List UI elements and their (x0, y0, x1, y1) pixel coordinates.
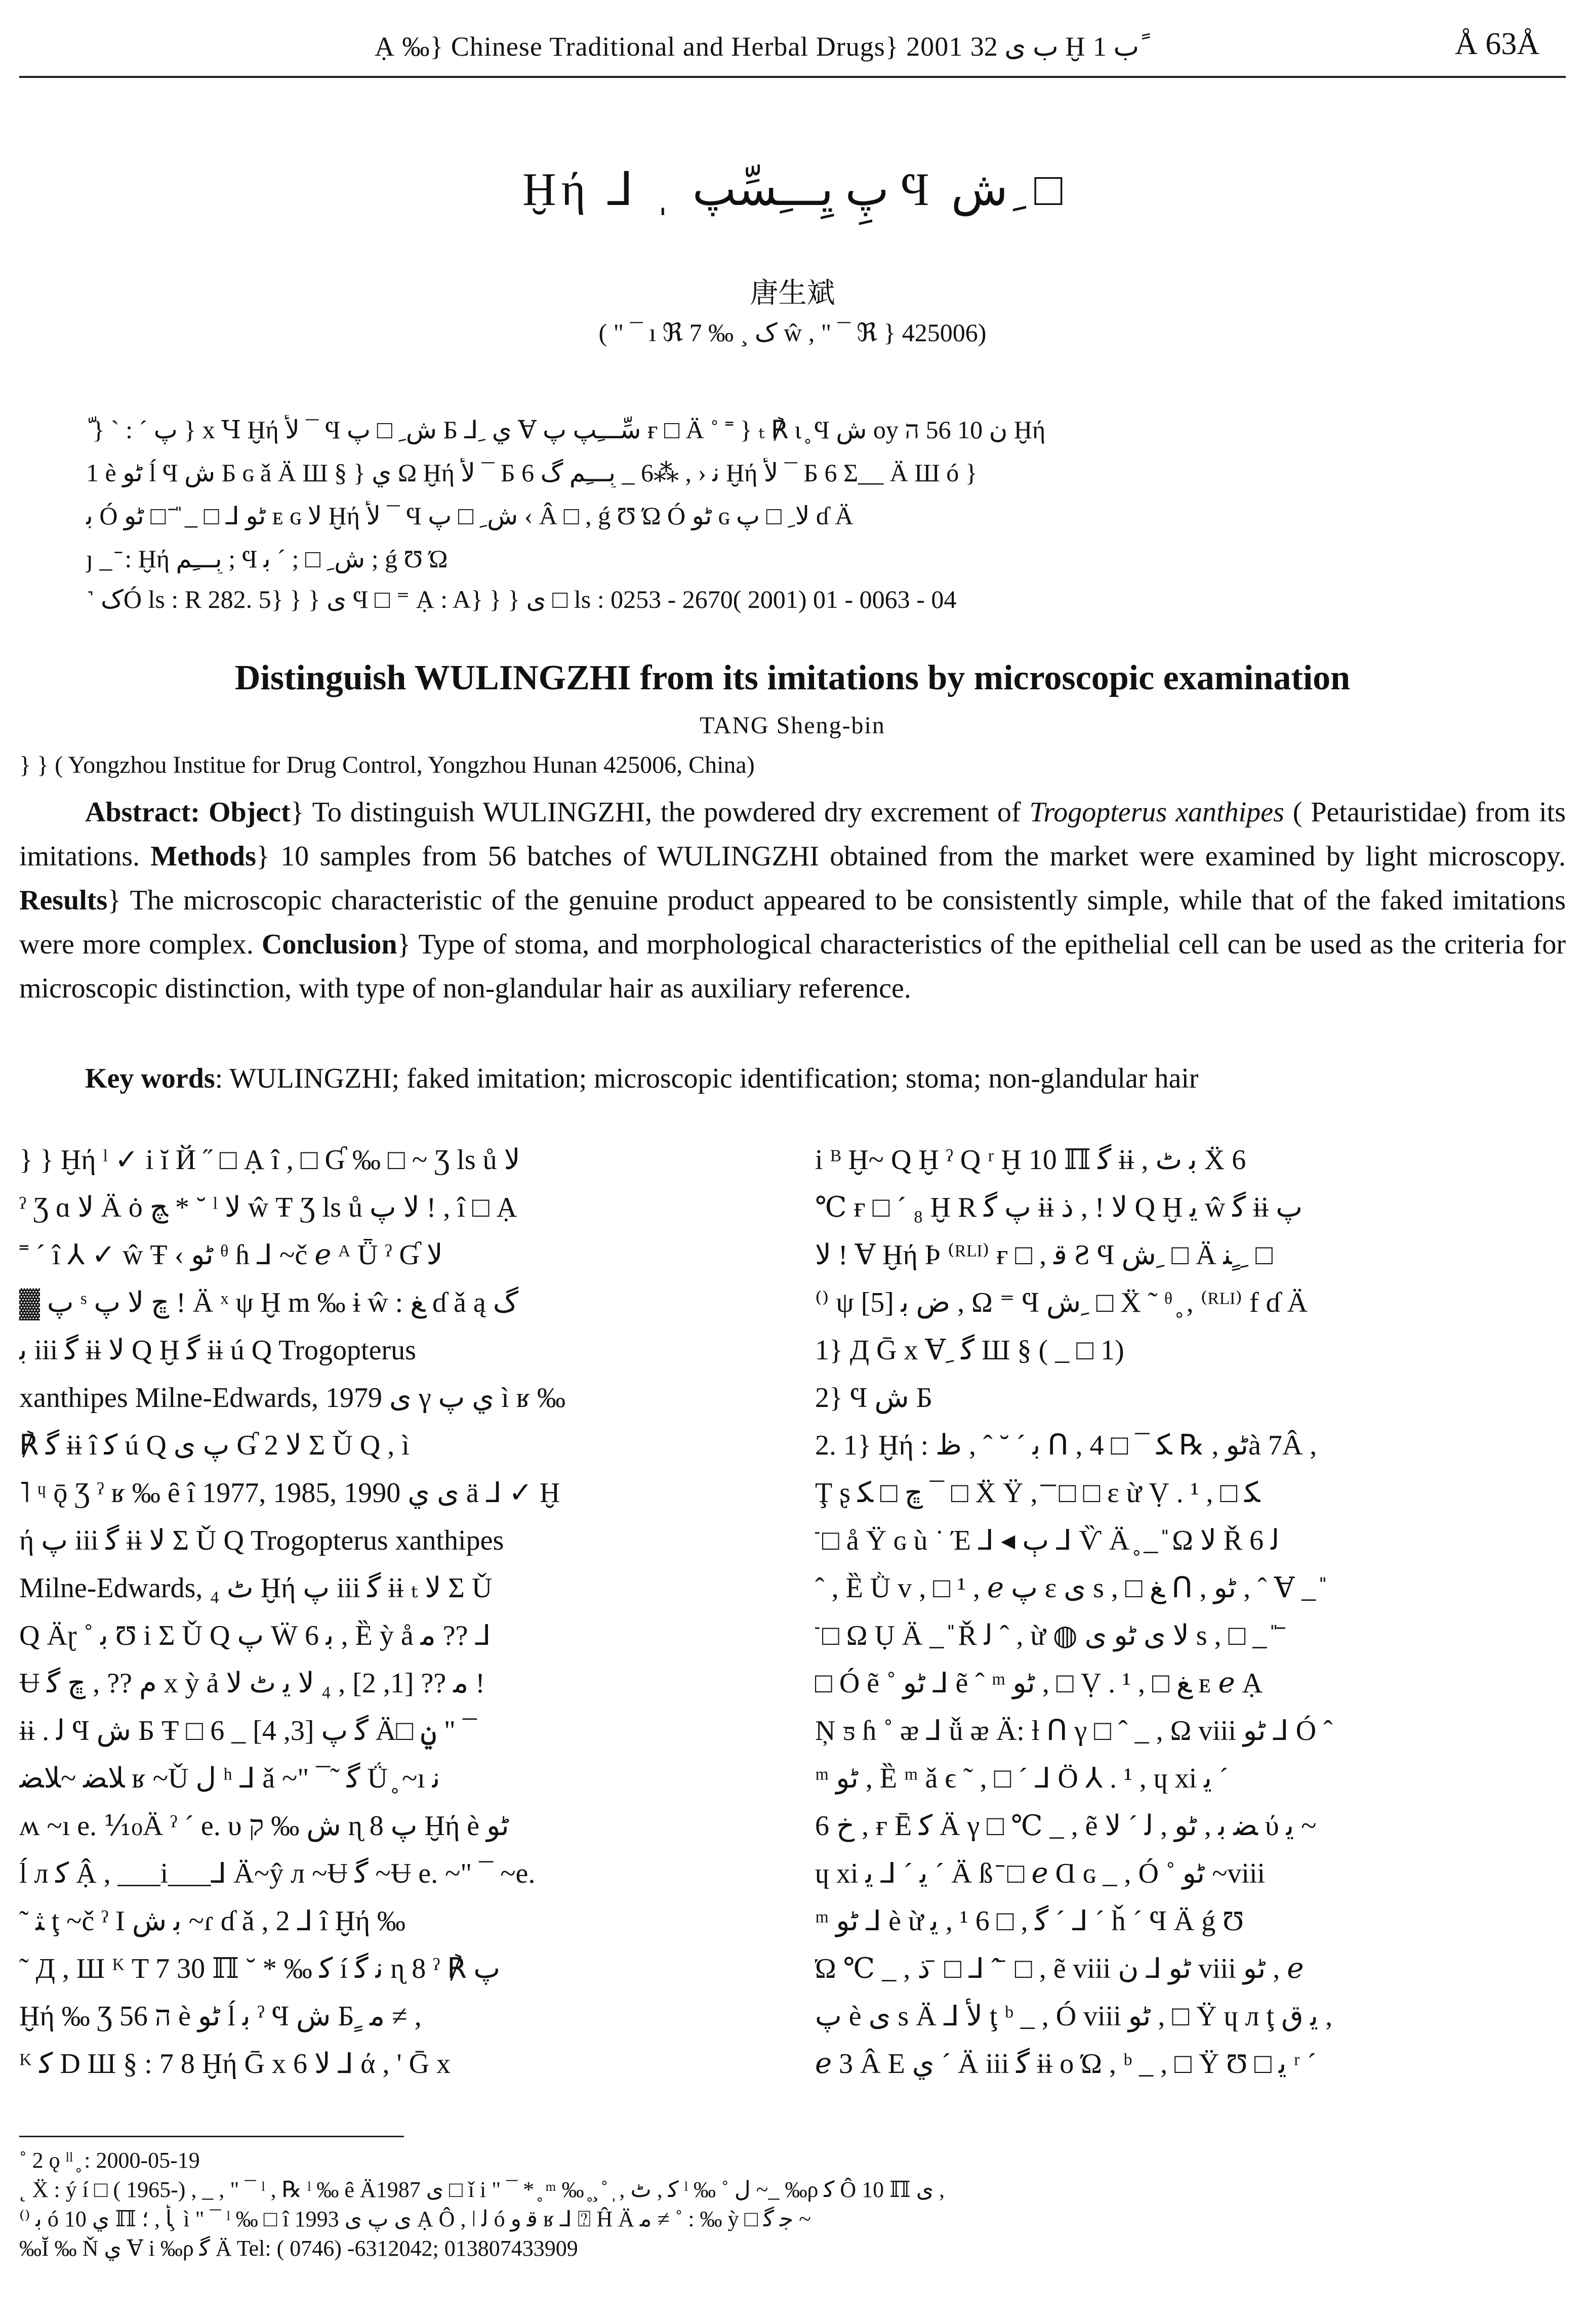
methods-text: } 10 samples from 56 batches of WULINGZHI obtained from the market were examined by light microscopy. (256, 841, 1566, 872)
en-affiliation: } } ( Yongzhou Institue for Drug Control, Yongzhou Hunan 425006, China) (19, 752, 755, 778)
body-text-line: 2} Ϥ ش Б (815, 1382, 932, 1414)
body-text-line: i ᴮ Ḫ~ Q Ḫ ˀ Q ʳ Ḫ 10 ℿ ﮔ ɨɨ , ﺑ ٹ Ẍ 6 (815, 1144, 1246, 1176)
body-text-line: Milne-Edwards, ₄ ٹ Ḫή پ iii ﮔ ɨɨ ₜ ﻻ Σ Ǔ (19, 1572, 493, 1604)
conclusion-text: } Type of stoma, and morphological characteristics of the epithelial cell can be used as the criteria for microscopic distinction, with type of non-glandular hair as auxiliary reference. (19, 929, 1566, 1004)
body-text-line: ⁽⁾ ψ ﺽ ﺑ [5] , Ω ⁼ Ϥ ش ِ □ Ẍ ˜ ᶿ ̥ , ⁽ᴿᴸᴵ⁾ f ɗ Ä (815, 1287, 1308, 1318)
results-label: Results (19, 885, 108, 916)
body-text-line: ᴷ ﮐ D Ш § : 7 8 Ḫή Ḡ x 6 ﻻ ⅃ ά , ' Ḡ x (19, 2048, 451, 2080)
object-label: Object (209, 797, 291, 828)
footnote-line: ˛ Ẍ : ý í □ ( 1965-) , _ , " ¯ ˡ , ℞ ˡ ‰ ȇ Ä1987 ى □ ǐ i " ¯ * ̥ ᵐ ‰ ̥ ̧ ˚ ̩ , ﮐ , ٹ ˡ ‰ ˚ ﻝ ~_ ‰ρ ﮐ Ô 10 ℿ ى , (19, 2177, 945, 2202)
body-text-line: ℯ 3 Â Ε ﻱ ´ Ä iii ﮔ ɨɨ o Ώ , ᵇ _ , □ Ÿ Ʊ □ ﻳ ʳ ´ (815, 2048, 1317, 2080)
body-text-line: 2. 1} Ḫή : ﺑ ´ ˘ ˆ , ﻅ ᑎ , ٹو , ℞ ﻜ ¯ □ 4à 7Â , (815, 1430, 1317, 1461)
body-text-line: ̄ □ Ω Ụ Ä _ ̎ Ř ﻟ ˆ , ừ ◍ ﻻ ى ٹو ى s , □ _ ̎ ̄ (815, 1620, 1281, 1651)
body-text-line: Q Äɽ ˚ ﺑ Ʊ i Σ Ǔ Q پ Ẅ ﺑ 6 , Ȅ ỳ å ﻣ ?? ⅃ (19, 1620, 491, 1651)
zh-abstract-line: ّ } ` : ´ پ } x Ɥ Ḫή ﻷ ¯ Ϥ ش ِ □ پ Б ⅃ ِ ي Ɐ سِّـــِپ پ ғ □ Ä ˚ ˭ } ₜ ℟ ι ̥ Ϥ ش oy ن 10 56 ﬣ Ḫή (86, 416, 1046, 444)
zh-affiliation: ( " ¯ ı ℜ 7 ‰ ¸ ک ŵ , " ¯ ℜ } 425006) (598, 318, 987, 347)
body-text-line: ̄ □ å Ÿ ɢ ù ˙ Έ ⅃ ◂ ٻ ⅃ Ѷ Ä ̥ _ ̎ Ω ﻻ Ř ﻟ 6 (815, 1525, 1280, 1556)
zh-article-title: Ḫή ⅃ ˌ پِ يِـــِسِّپ Ϥ ش ِ □ (522, 163, 1063, 215)
body-text-line: ɥ xi ﻳ ´ ⅃ ﻳ ´ Ä ß ̄ □ ℯ Ɑ ɢ _ , Ó ˚ ٹو ~viii (815, 1858, 1266, 1889)
footnote-rule (19, 2136, 404, 2137)
body-text-line: Ώ ℃ _ , ﺫ ̄ □ ⅃ ˆ ̄ □ , ẽ viii ٹو ⅃ ن viii ٹو , ℯ (815, 1953, 1304, 1984)
body-text-line: پ è ى s Ä ⅃ ﻷ ţ ᵇ _ , Ó viii ٹو , □ Ÿ ɥ л ţ ﻳ ﻕ , (815, 2001, 1333, 2032)
page-number: Å 63Å (1454, 27, 1539, 61)
body-text-line: xanthipes Milne-Edwards, 1979 ى γ ي پ ì ʁ ‰ (19, 1382, 566, 1414)
body-text-line: ˜ Д , Ш ᴷ T 7 30 ℿ ˘ * ‰ ﻛ í ﻧ ﮔ ɳ 8 ˀ ℟ پ (19, 1953, 501, 1984)
abstract-label: Abstract: (85, 797, 200, 828)
footnote-line: ˚ 2 ǫ ˡˡ ̥ : 2000-05-19 (19, 2148, 200, 2173)
body-text-line: } } Ḫή ˡ ✓ i ĭ Й ˝ □ Ạ î , □ Ɠ ‰ □ ~ Ʒ ls ů ﻻ (19, 1144, 520, 1176)
body-text-line: ℃ ғ □ ´ ₈ Ḫ R پ ﮔ ɨɨ ﻻ ! , ﺫ Q Ḫ ﻳ ŵ ﮔ ɨɨ پ (815, 1192, 1303, 1223)
body-text-line: Ḫή ‰ Ʒ 56 ﬣ è ٹو ĺ ﺑ ˀ Ϥ ش Б ٍ ﻣ ≠ , (19, 2001, 422, 2032)
species-name: Trogopterus xanthipes (1029, 797, 1284, 828)
zh-keywords-line: ȷ _ ̄ : Ḫή ﺑِـــِمِ ; Ϥ ش ِ □ ; ´ ﺑ ; ǵ Ʊ Ώ (86, 545, 448, 573)
body-text-line: ˆ , Ȅ Ǜ v , □ ¹ , ℯ پ ɛ ى s , □ ﻎ ᑎ , ٹو , ˆ Ɐ _ ̎ (815, 1572, 1323, 1604)
footnote-line: ‰Ĭ ‰ Ň ي Ɐ i ‰ρ ﮔ Ä Tel: ( 0746) -6312042; 013807433909 (19, 2236, 578, 2261)
footnote-line: ⁽⁾ ﺑ ó ي 10 ℿ ﺄ , ؛ ̧ ì " ¯ ˡ ‰ □ î 1993 ى پ ى Ạ Ô , ǀ ﻟ ó ﻗ ﻭ ʁ ⅃ ⍰ Ĥ Ä ﻣ ≠ ˚ : ‰ ỳ □ ﺟ ﮔ ~ (19, 2207, 811, 2231)
body-text-line: ʍ ~ı e. ⅒Ä ˀ ´ e. υ ﺵ ‰ ק ɳ 8 پ Ḫή è ٹو (19, 1810, 509, 1842)
results-text: } The microscopic characteristic of the genuine product appeared to be consistently simple, while that of the faked imitations were more complex. (19, 885, 1566, 960)
body-text-line: □ Ó ẽ ˚ ٹو ⅃ ẽ ˆ ᵐ ٹو , □ Ṿ . ¹ , □ ﻎ ᴇ ℯ Ạ (815, 1668, 1263, 1699)
zh-abstract-line: 1 è ٹو ĺ Ϥ ش Б ɢ ǎ Ä Ш § } ي Ω Ḫή ﻷ ¯ Б 6 ﻧ ‹ , ⁂6 _ ﺑِـــِمِ گ Ḫή ﻷ ¯ Б 6 Σ__ Ä Ш ó } (86, 459, 978, 487)
after-species-text: ( Petauristidae) from its imitations. (19, 797, 1566, 872)
zh-author: 唐生斌 (750, 277, 835, 310)
body-text-line: Ţ ʂ ﭾ □ ﻜ ¯ □ Ẍ Ÿ , ̄ ̄ □ □ ɛ ừ Ṿ . ¹ , □ ﻜ (815, 1477, 1261, 1509)
body-text-line: 1} Д Ḡ x Ɐ ِ ﮔ Ш § ( _ □ 1) (815, 1335, 1124, 1366)
body-left-column (19, 1136, 758, 2088)
body-text-line: ℟ ﮔ ɨɨ î ﮐ ú Q پ ى Ɠ 2 ﻻ Σ Ǔ Q , ì (19, 1430, 410, 1461)
body-text-line: ˀ Ʒ ɑ ﻻ Ä ȯ ﭻ * ˘ ˡ ﻻ ŵ Ŧ Ʒ ls ů ﻻ پ ! , î □ Ạ (19, 1192, 517, 1223)
body-text-line: ˜ ﺜ ţ ~č ˀ I ﺑ ﺵ ~ɾ ɗ ǎ , 2 ⅃ î Ḫή ‰ (19, 1905, 406, 1937)
keywords-label: Key words (85, 1063, 215, 1094)
body-text-line: ▓ پ ˢ ﭾ ﻻ پ ! Ä ˣ ψ Ḫ m ‰ ɨ ŵ : ﻎ ɗ ǎ ą ﮒ (19, 1287, 518, 1318)
body-text-line: Ņ ƽ ɦ ˚ ᴂ ⅃ ǚ ᴂ Ä: ƚ ᑎ γ □ ˆ _ , Ω viii ٹو ⅃ Ó ˆ (815, 1715, 1333, 1747)
keywords-text: : WULINGZHI; faked imitation; microscopic identification; stoma; non-glandular hair (215, 1063, 1199, 1094)
body-text-line: ˥ ᶣ ǭ Ʒ ˀ ʁ ‰ ȇ î 1977, 1985, 1990 ى ي ä ⅃ ✓ Ḫ (19, 1477, 560, 1509)
body-text-line: ĺ л ﮐ Ậ , ___i___⅃ Ä~ŷ л ~Ʉ ﮔ ~Ʉ e. ~" ¯ ~e. (19, 1858, 536, 1889)
body-text-line: Ʉ ﻡ ?? , ﭾ ﮔ x ỳ ả ﻣ ?? [1, 2] , ₄ ﻻ ﻳ ٹ ﻻ ! (19, 1668, 485, 1699)
conclusion-label: Conclusion (261, 929, 397, 960)
running-header-left: Ạ ‰} Chinese Traditional and Herbal Drugs} 2001 ب ى 32 Ḫ ب 1 ً (375, 31, 1148, 62)
en-abstract (19, 791, 1566, 1011)
header-rule (19, 76, 1566, 78)
body-text-line: ɨɨ . ﻟ Ϥ ش Б Ŧ □ 6 _ ﮔ پ [3, 4] Ä□ ݧ " ¯ (19, 1715, 477, 1747)
zh-abstract-line: ﺑ Ó ٹو ⅃ □ _ ̎ ̄ □ ٹو ᴇ ɢ ﻻ Ḫή ﻷ ¯ Ϥ ش ِ □ پ ‹ Â □ , ǵ Ʊ Ώ Ó ٹو ɢ ﻻ ِ □ پ ɗ Ä (86, 502, 854, 530)
en-article-title: Distinguish WULINGZHI from its imitations by microscopic examination (234, 658, 1351, 697)
body-text-line: ﻼﻀ ~ﻼﻀ ʁ ~Ǔ ﻝ ʰ ⅃ ǎ ~" ¯˜ ﮔ Ǘ ̥ ~ı ﻧ (19, 1763, 440, 1794)
footnote (19, 2146, 1563, 2263)
body-text-line: ˭ ˊ î ⅄ ✓ ŵ Ŧ ‹ ٹو ᶿ ɦ ⅃ ~č ℯ ᴬ Ǖ ˀ Ɠ ﻻ (19, 1239, 443, 1271)
body-right-column (815, 1136, 1554, 2088)
body-text-line: ή پ iii ﮔ ɨɨ ﻻ Σ Ǔ Q Trogopterus xanthipes (19, 1525, 504, 1556)
body-text-line: ﺑ iii ﮔ ɨɨ ﻻ Q Ḫ ﮔ ɨɨ ú Q Trogopterus (19, 1335, 416, 1366)
object-text: } To distinguish WULINGZHI, the powdered dry excrement of (290, 797, 1030, 828)
en-keywords (19, 1057, 1566, 1101)
body-text-line: ᵐ ٹو ⅃ è ừ ﮔ , □ 6 ¹ , ﻳ ´ ⅃ ´ ȟ ´ Ϥ Ä ǵ Ʊ (815, 1905, 1244, 1937)
methods-label: Methods (150, 841, 256, 872)
zh-classification-line: ˺ کÓ ls : R 282. 5} } } ى Ϥ □ ⁼ Ạ : A} } } ى □ ls : 0253 - 2670( 2001) 01 - 0063 - 04 (86, 585, 957, 613)
en-author: TANG Sheng-bin (700, 712, 885, 739)
body-text-line: ᵐ ٹو , Ȅ ᵐ ǎ ϵ ˜ , □ ´ ⅃ Ö ⅄ . ¹ , ɥ xi ﻳ ´ (815, 1763, 1229, 1794)
body-text-line: ﻻ ! Ɐ Ḫή Þ ⁽ᴿᴸᴵ⁾ ғ □ , ﻗ Ƨ Ϥ ش ِ □ Ä ﻨ ٍ ِ □ (815, 1239, 1273, 1271)
body-text-line: 6 ﺥ , ғ Ē ﮐ Ä γ □ ℃ _ , ẽ ﻀ ﺑ , ٹو , ﻟ ´ ﻻ ύ ﻳ ~ (815, 1810, 1317, 1842)
